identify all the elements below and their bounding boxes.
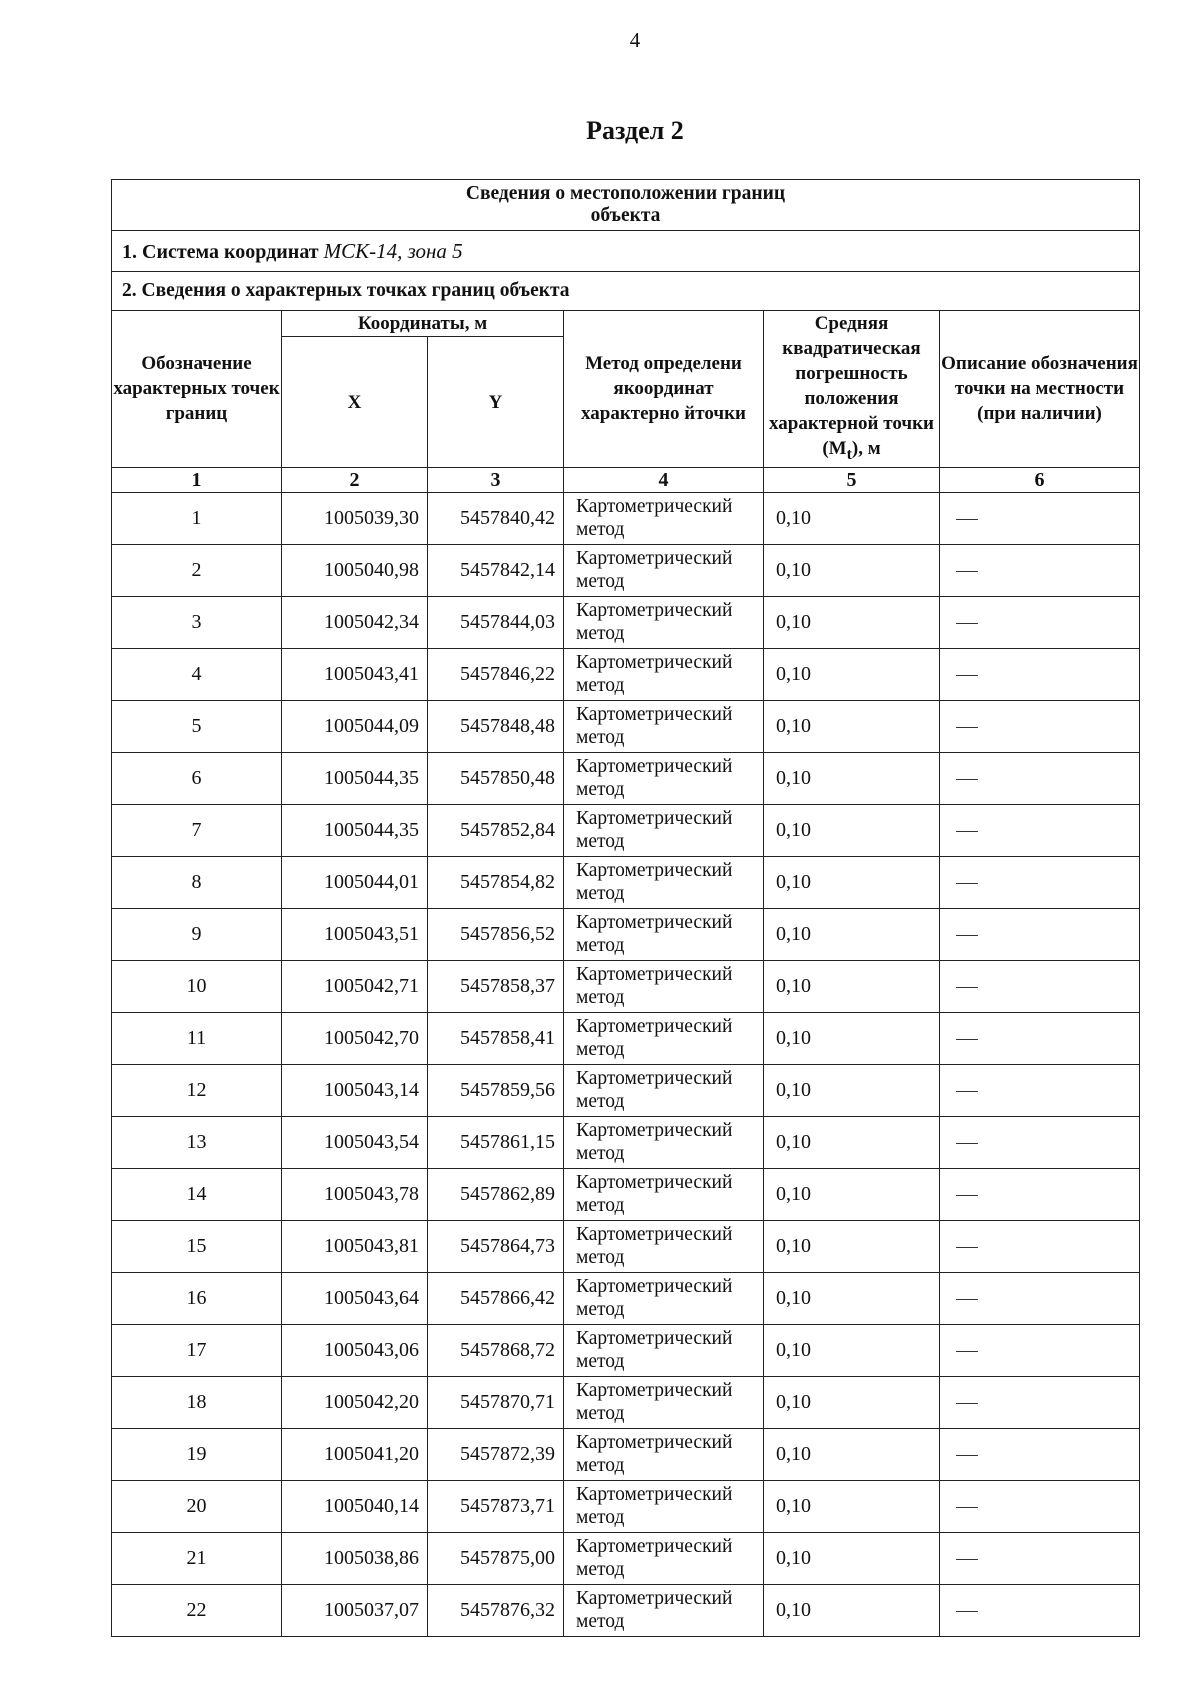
accuracy: 0,10 xyxy=(764,1064,940,1116)
table-row xyxy=(112,1220,1140,1272)
accuracy: 0,10 xyxy=(764,908,940,960)
header-description: Описание обозначения точки на местности (при наличии) xyxy=(940,311,1140,468)
method: Картометрический метод xyxy=(564,1584,764,1636)
dash xyxy=(956,1091,978,1092)
dash xyxy=(956,1507,978,1508)
dash xyxy=(956,1559,978,1560)
boundary-points-table xyxy=(111,179,1140,1637)
coord-y: 5457844,03 xyxy=(428,596,564,648)
method: Картометрический метод xyxy=(564,492,764,544)
coordinate-system-label: 1. Система координат xyxy=(122,240,319,263)
table-row xyxy=(112,1480,1140,1532)
dash xyxy=(956,623,978,624)
dash xyxy=(956,1455,978,1456)
method: Картометрический метод xyxy=(564,1064,764,1116)
dash xyxy=(956,1611,978,1612)
accuracy: 0,10 xyxy=(764,960,940,1012)
coord-y: 5457872,39 xyxy=(428,1428,564,1480)
page-number: 4 xyxy=(629,28,641,52)
coordinate-system-value: МСК-14, зона 5 xyxy=(323,238,463,263)
dash xyxy=(956,727,978,728)
point-id: 22 xyxy=(112,1584,282,1636)
coord-x: 1005043,51 xyxy=(282,908,428,960)
point-id: 10 xyxy=(112,960,282,1012)
table-row xyxy=(112,1324,1140,1376)
coord-y: 5457861,15 xyxy=(428,1116,564,1168)
method: Картометрический метод xyxy=(564,1168,764,1220)
point-id: 6 xyxy=(112,752,282,804)
description xyxy=(940,1272,1140,1324)
accuracy: 0,10 xyxy=(764,1428,940,1480)
dash xyxy=(956,831,978,832)
header-y: Y xyxy=(428,337,564,468)
description xyxy=(940,1584,1140,1636)
description xyxy=(940,492,1140,544)
column-number: 5 xyxy=(764,467,940,492)
coord-y: 5457850,48 xyxy=(428,752,564,804)
coord-y: 5457862,89 xyxy=(428,1168,564,1220)
coord-y: 5457848,48 xyxy=(428,700,564,752)
method: Картометрический метод xyxy=(564,596,764,648)
coord-x: 1005040,98 xyxy=(282,544,428,596)
accuracy: 0,10 xyxy=(764,856,940,908)
coord-y: 5457859,56 xyxy=(428,1064,564,1116)
method: Картометрический метод xyxy=(564,1428,764,1480)
table-row xyxy=(112,1168,1140,1220)
table-title-row xyxy=(112,180,1140,231)
table-row xyxy=(112,1272,1140,1324)
coord-y: 5457842,14 xyxy=(428,544,564,596)
accuracy: 0,10 xyxy=(764,596,940,648)
accuracy: 0,10 xyxy=(764,1480,940,1532)
dash xyxy=(956,987,978,988)
header-method: Метод определени якоординат характерно йточки xyxy=(564,311,764,468)
point-id: 18 xyxy=(112,1376,282,1428)
header-coordinates: Координаты, м xyxy=(282,311,564,337)
method: Картометрический метод xyxy=(564,804,764,856)
column-numbers-row xyxy=(112,467,1140,492)
point-id: 2 xyxy=(112,544,282,596)
header-designation: Обозначение характерных точек границ xyxy=(112,311,282,468)
coordinate-system xyxy=(112,231,1140,272)
description xyxy=(940,1376,1140,1428)
description xyxy=(940,1220,1140,1272)
header-row-1 xyxy=(112,311,1140,337)
dash xyxy=(956,779,978,780)
coord-x: 1005038,86 xyxy=(282,1532,428,1584)
column-number: 6 xyxy=(940,467,1140,492)
coord-x: 1005044,35 xyxy=(282,804,428,856)
coord-x: 1005042,71 xyxy=(282,960,428,1012)
point-id: 3 xyxy=(112,596,282,648)
coord-y: 5457870,71 xyxy=(428,1376,564,1428)
coord-x: 1005042,20 xyxy=(282,1376,428,1428)
accuracy: 0,10 xyxy=(764,1220,940,1272)
method: Картометрический метод xyxy=(564,908,764,960)
description xyxy=(940,960,1140,1012)
method: Картометрический метод xyxy=(564,648,764,700)
coord-x: 1005044,09 xyxy=(282,700,428,752)
accuracy: 0,10 xyxy=(764,492,940,544)
point-id: 15 xyxy=(112,1220,282,1272)
point-id: 20 xyxy=(112,1480,282,1532)
point-id: 11 xyxy=(112,1012,282,1064)
table-row xyxy=(112,648,1140,700)
point-id: 4 xyxy=(112,648,282,700)
table-row xyxy=(112,596,1140,648)
column-number: 3 xyxy=(428,467,564,492)
point-id: 7 xyxy=(112,804,282,856)
description xyxy=(940,1012,1140,1064)
table-row xyxy=(112,1064,1140,1116)
accuracy: 0,10 xyxy=(764,700,940,752)
description xyxy=(940,1064,1140,1116)
table-row xyxy=(112,1012,1140,1064)
dash xyxy=(956,1403,978,1404)
header-x: X xyxy=(282,337,428,468)
accuracy: 0,10 xyxy=(764,1376,940,1428)
coord-x: 1005043,14 xyxy=(282,1064,428,1116)
coord-x: 1005037,07 xyxy=(282,1584,428,1636)
method: Картометрический метод xyxy=(564,960,764,1012)
accuracy: 0,10 xyxy=(764,1116,940,1168)
coord-y: 5457858,37 xyxy=(428,960,564,1012)
method: Картометрический метод xyxy=(564,544,764,596)
accuracy: 0,10 xyxy=(764,1532,940,1584)
column-number: 4 xyxy=(564,467,764,492)
coord-y: 5457856,52 xyxy=(428,908,564,960)
coord-x: 1005043,41 xyxy=(282,648,428,700)
description xyxy=(940,544,1140,596)
dash xyxy=(956,1247,978,1248)
column-number: 2 xyxy=(282,467,428,492)
method: Картометрический метод xyxy=(564,1012,764,1064)
method: Картометрический метод xyxy=(564,700,764,752)
points-info-row xyxy=(112,272,1140,311)
point-id: 5 xyxy=(112,700,282,752)
method: Картометрический метод xyxy=(564,1376,764,1428)
description xyxy=(940,1324,1140,1376)
coord-y: 5457854,82 xyxy=(428,856,564,908)
table-row xyxy=(112,1428,1140,1480)
table-row xyxy=(112,752,1140,804)
dash xyxy=(956,1195,978,1196)
method: Картометрический метод xyxy=(564,1272,764,1324)
method: Картометрический метод xyxy=(564,1324,764,1376)
coord-x: 1005043,81 xyxy=(282,1220,428,1272)
coord-x: 1005043,06 xyxy=(282,1324,428,1376)
point-id: 8 xyxy=(112,856,282,908)
description xyxy=(940,1480,1140,1532)
point-id: 1 xyxy=(112,492,282,544)
description xyxy=(940,1532,1140,1584)
accuracy: 0,10 xyxy=(764,1272,940,1324)
coord-y: 5457868,72 xyxy=(428,1324,564,1376)
coord-x: 1005043,64 xyxy=(282,1272,428,1324)
accuracy: 0,10 xyxy=(764,804,940,856)
point-id: 16 xyxy=(112,1272,282,1324)
table-row xyxy=(112,1376,1140,1428)
accuracy: 0,10 xyxy=(764,752,940,804)
point-id: 17 xyxy=(112,1324,282,1376)
point-id: 13 xyxy=(112,1116,282,1168)
coord-x: 1005041,20 xyxy=(282,1428,428,1480)
points-info-label: 2. Сведения о характерных точках границ объекта xyxy=(112,272,1140,311)
table-row xyxy=(112,960,1140,1012)
coord-x: 1005043,54 xyxy=(282,1116,428,1168)
method: Картометрический метод xyxy=(564,1220,764,1272)
point-id: 9 xyxy=(112,908,282,960)
accuracy: 0,10 xyxy=(764,1324,940,1376)
coord-x: 1005039,30 xyxy=(282,492,428,544)
description xyxy=(940,752,1140,804)
coordinate-system-row xyxy=(112,231,1140,272)
description xyxy=(940,700,1140,752)
point-id: 21 xyxy=(112,1532,282,1584)
table-title-line2: объекта xyxy=(590,205,661,226)
description xyxy=(940,804,1140,856)
method: Картометрический метод xyxy=(564,856,764,908)
coord-y: 5457864,73 xyxy=(428,1220,564,1272)
accuracy: 0,10 xyxy=(764,648,940,700)
method: Картометрический метод xyxy=(564,1116,764,1168)
dash xyxy=(956,675,978,676)
dash xyxy=(956,1299,978,1300)
coord-y: 5457852,84 xyxy=(428,804,564,856)
description xyxy=(940,856,1140,908)
coord-x: 1005043,78 xyxy=(282,1168,428,1220)
table-row xyxy=(112,492,1140,544)
table-row xyxy=(112,1584,1140,1636)
coord-x: 1005042,70 xyxy=(282,1012,428,1064)
accuracy: 0,10 xyxy=(764,1012,940,1064)
description xyxy=(940,1168,1140,1220)
coord-x: 1005044,01 xyxy=(282,856,428,908)
description xyxy=(940,648,1140,700)
accuracy: 0,10 xyxy=(764,1168,940,1220)
method: Картометрический метод xyxy=(564,752,764,804)
coord-y: 5457858,41 xyxy=(428,1012,564,1064)
description xyxy=(940,1116,1140,1168)
table-row xyxy=(112,908,1140,960)
description xyxy=(940,1428,1140,1480)
table-title-line1: Сведения о местоположении границ xyxy=(465,183,786,204)
coord-y: 5457846,22 xyxy=(428,648,564,700)
table-row xyxy=(112,1532,1140,1584)
coord-y: 5457876,32 xyxy=(428,1584,564,1636)
dash xyxy=(956,571,978,572)
table-title xyxy=(112,180,1140,231)
column-number: 1 xyxy=(112,467,282,492)
description xyxy=(940,908,1140,960)
dash xyxy=(956,883,978,884)
method: Картометрический метод xyxy=(564,1480,764,1532)
header-accuracy: Средняя квадратическая погрешность положения характерной точки $(M_t)$, м xyxy=(764,311,940,468)
table-row xyxy=(112,1116,1140,1168)
table-row xyxy=(112,804,1140,856)
coord-y: 5457866,42 xyxy=(428,1272,564,1324)
dash xyxy=(956,935,978,936)
dash xyxy=(956,1143,978,1144)
point-id: 14 xyxy=(112,1168,282,1220)
coord-x: 1005040,14 xyxy=(282,1480,428,1532)
coord-y: 5457840,42 xyxy=(428,492,564,544)
description xyxy=(940,596,1140,648)
coord-y: 5457873,71 xyxy=(428,1480,564,1532)
coord-x: 1005044,35 xyxy=(282,752,428,804)
point-id: 12 xyxy=(112,1064,282,1116)
dash xyxy=(956,1039,978,1040)
section-title: Раздел 2 xyxy=(586,116,684,145)
coord-x: 1005042,34 xyxy=(282,596,428,648)
table-row xyxy=(112,700,1140,752)
table-row xyxy=(112,544,1140,596)
accuracy: 0,10 xyxy=(764,544,940,596)
coord-y: 5457875,00 xyxy=(428,1532,564,1584)
dash xyxy=(956,519,978,520)
method: Картометрический метод xyxy=(564,1532,764,1584)
dash xyxy=(956,1351,978,1352)
table-row xyxy=(112,856,1140,908)
point-id: 19 xyxy=(112,1428,282,1480)
accuracy: 0,10 xyxy=(764,1584,940,1636)
